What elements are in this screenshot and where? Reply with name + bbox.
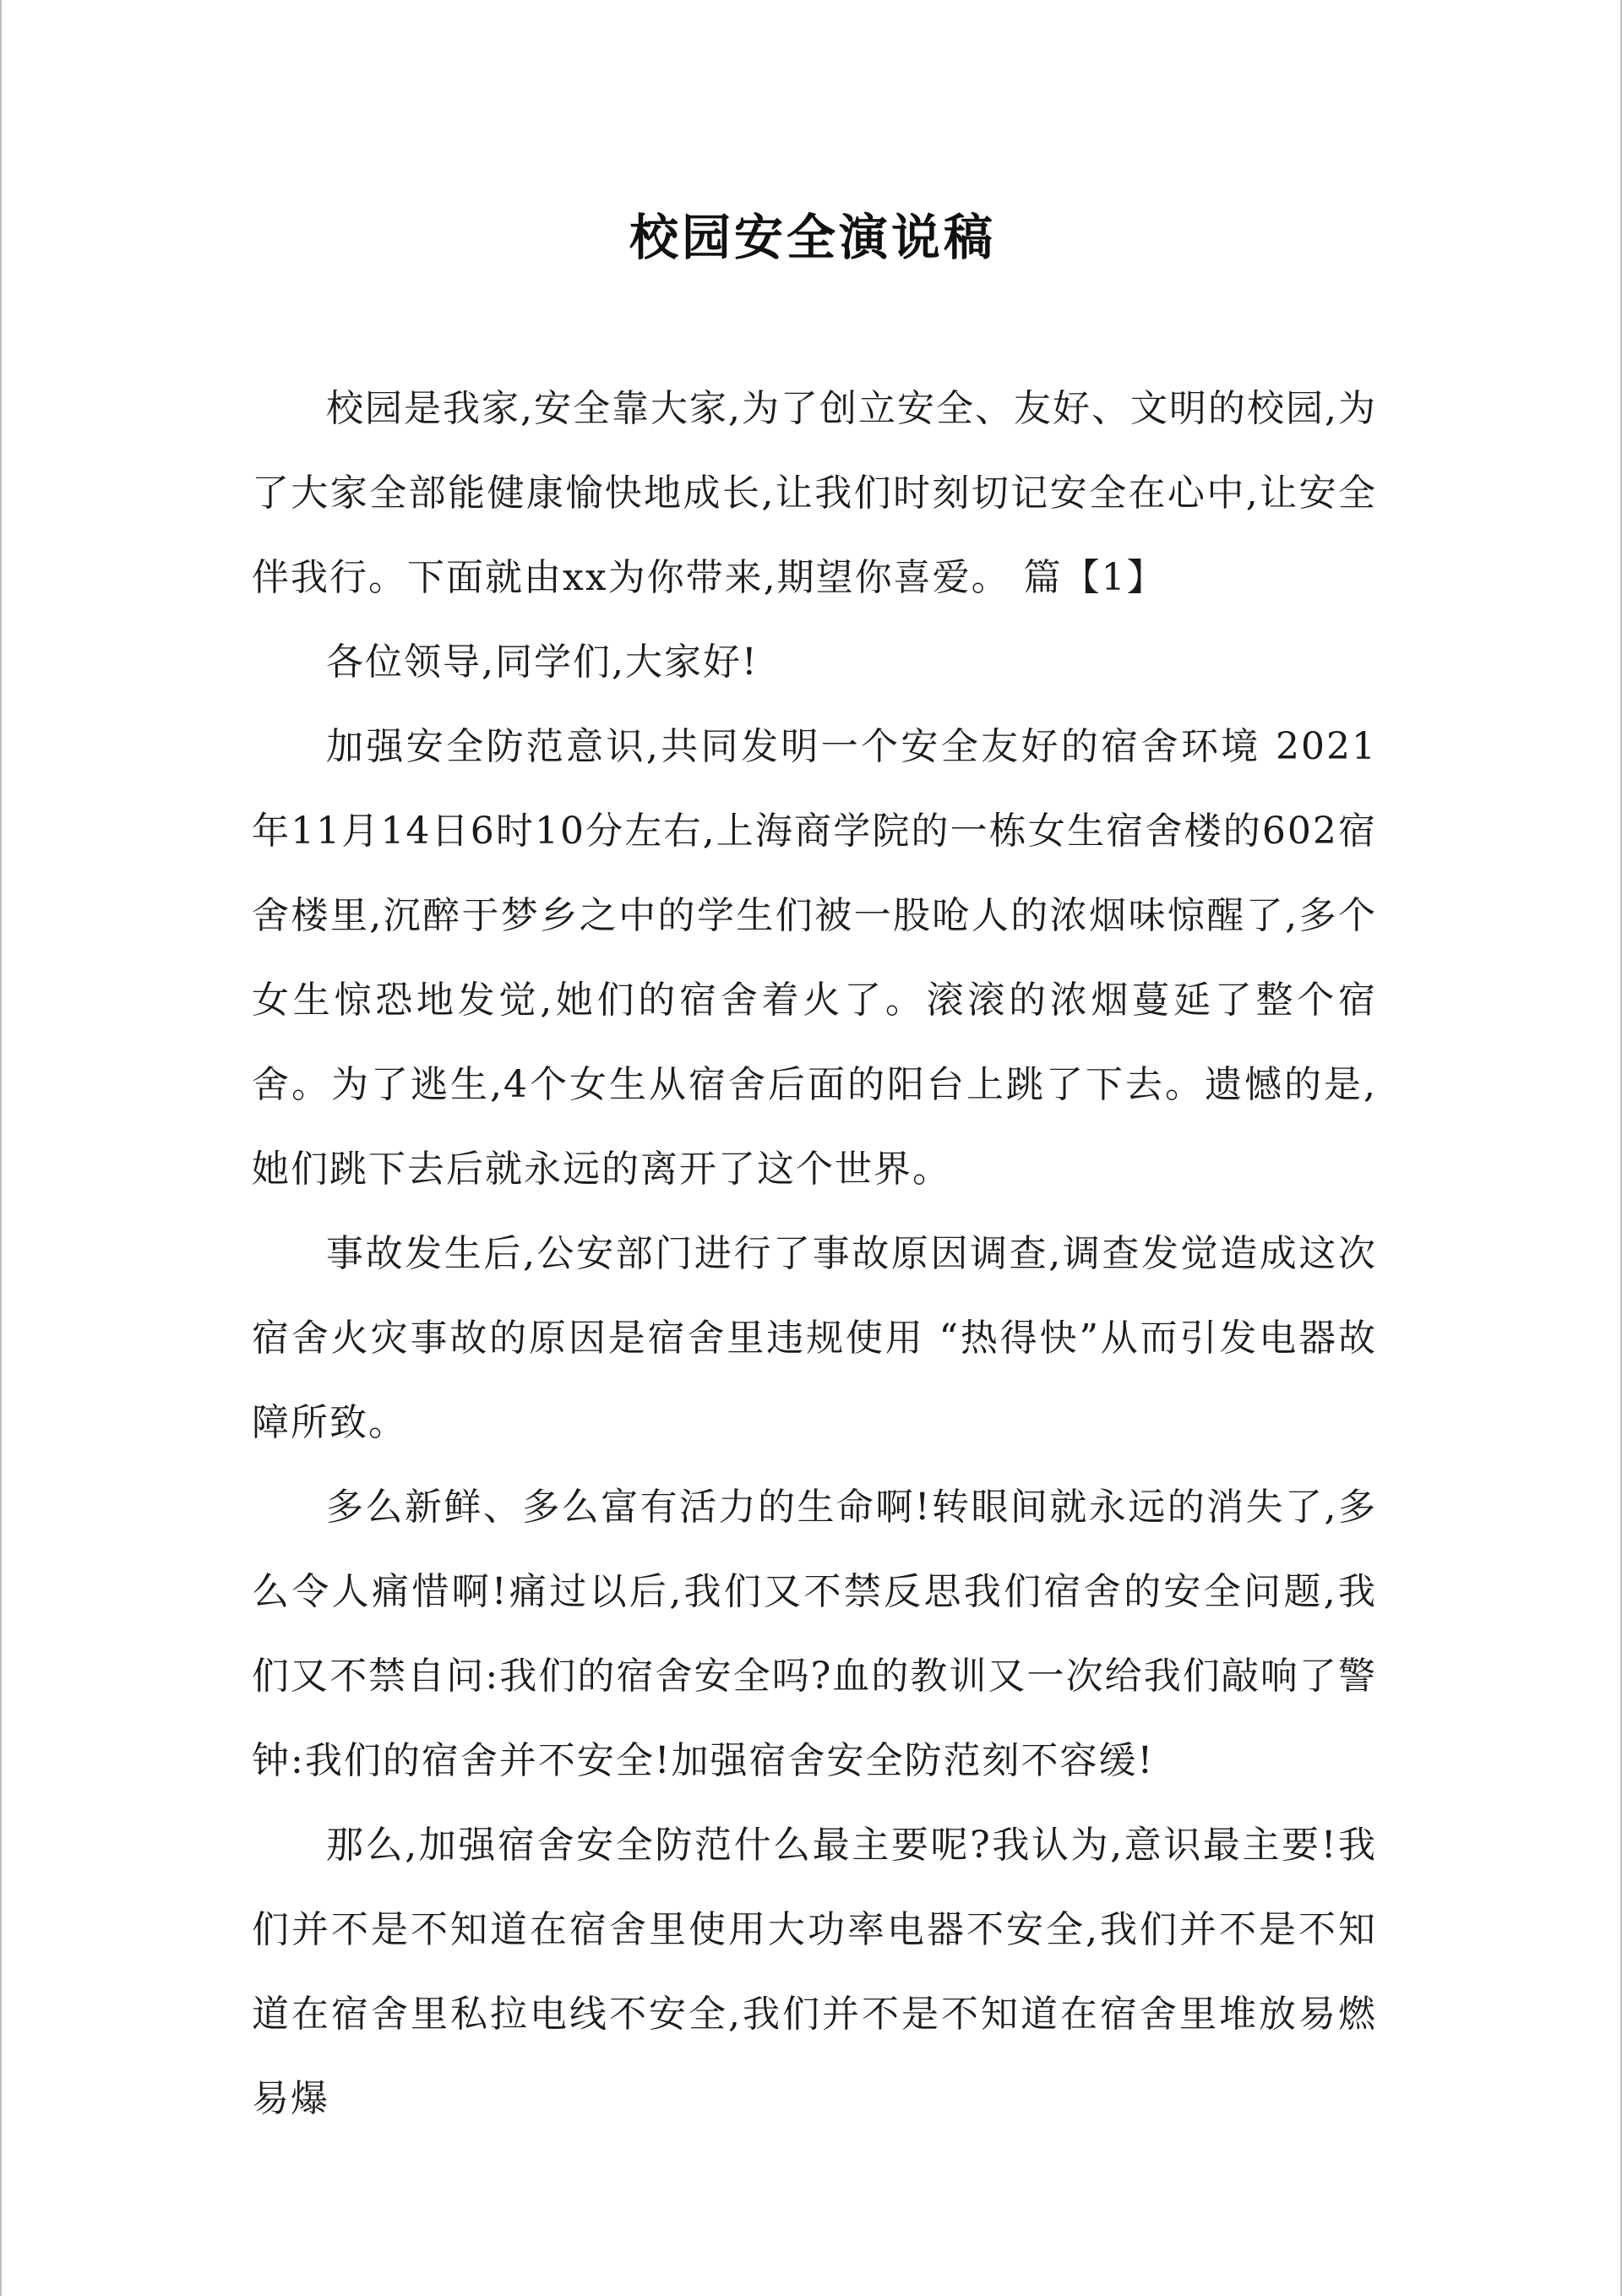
paragraph-reflection: 多么新鲜、多么富有活力的生命啊!转眼间就永远的消失了,多么令人痛惜啊!痛过以后,我们又不禁反思我们宿舍的安全问题,我们又不禁自问:我们的宿舍安全吗?血的教训又一次给我们敲响了警钟:我们的宿舍并不安全!加强宿舍安全防范刻不容缓! bbox=[252, 1486, 1377, 1782]
paragraph-awareness: 那么,加强宿舍安全防范什么最主要呢?我认为,意识最主要!我们并不是不知道在宿舍里使用大功率电器不安全,我们并不是不知道在宿舍里私拉电线不安全,我们并不是不知道在宿舍里堆放易燃易爆 bbox=[252, 1824, 1377, 2120]
paragraph-investigation: 事故发生后,公安部门进行了事故原因调查,调查发觉造成这次宿舍火灾事故的原因是宿舍里违规使用 “热得快”从而引发电器故障所致。 bbox=[252, 1232, 1377, 1444]
document-body bbox=[252, 367, 1377, 2141]
paragraph-intro: 校园是我家,安全靠大家,为了创立安全、友好、文明的校园,为了大家全部能健康愉快地成长,让我们时刻切记安全在心中,让安全伴我行。下面就由xx为你带来,期望你喜爱。 篇【1】 bbox=[252, 387, 1377, 599]
document-title: 校园安全演说稿 bbox=[629, 209, 996, 266]
paragraph-incident: 加强安全防范意识,共同发明一个安全友好的宿舍环境 2021年11月14日6时10分左右,上海商学院的一栋女生宿舍楼的602宿舍楼里,沉醉于梦乡之中的学生们被一股呛人的浓烟味惊醒了,多个女生惊恐地发觉,她们的宿舍着火了。滚滚的浓烟蔓延了整个宿舍。为了逃生,4个女生从宿舍后面的阳台上跳了下去。遗憾的是,她们跳下去后就永远的离开了这个世界。 bbox=[252, 725, 1377, 1191]
paragraph-greeting: 各位领导,同学们,大家好! bbox=[326, 641, 759, 684]
